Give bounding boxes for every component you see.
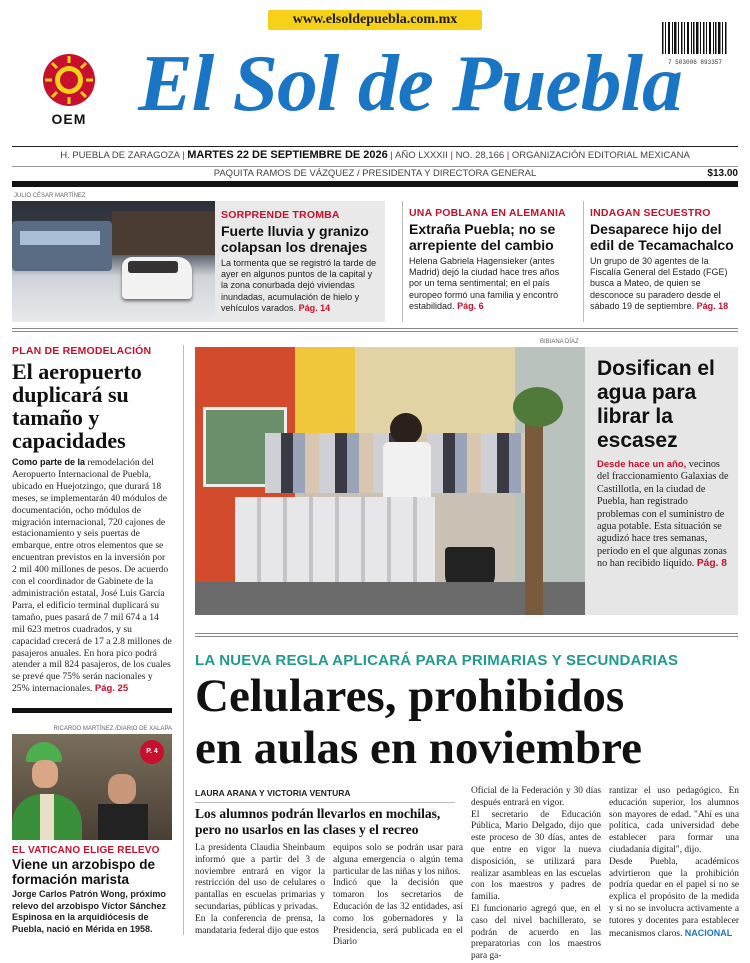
main-headline-line2: en aulas en noviembre bbox=[195, 722, 642, 774]
storm-photo bbox=[12, 201, 215, 322]
germany-headline: Extraña Puebla; no se arrepiente del cambio bbox=[409, 221, 556, 253]
water-page-ref[interactable]: Pág. 8 bbox=[696, 558, 727, 570]
storm-headline: Fuerte lluvia y granizo colapsan los drenajes bbox=[221, 223, 369, 255]
org-text: ORGANIZACIÓN EDITORIAL MEXICANA bbox=[511, 150, 690, 161]
vatican-headline: Viene un arzobispo de formación marista bbox=[12, 857, 156, 887]
city-text: H. PUEBLA DE ZARAGOZA bbox=[60, 150, 180, 161]
sun-logo-icon bbox=[41, 52, 97, 108]
price: $13.00 bbox=[707, 168, 738, 179]
vatican-kicker: EL VATICANO ELIGE RELEVO bbox=[12, 845, 160, 856]
vatican-story[interactable] bbox=[12, 845, 174, 935]
germany-kicker: UNA POBLANA EN ALEMANIA bbox=[409, 207, 566, 219]
number-text: NO. 28,166 bbox=[455, 150, 505, 161]
page-badge[interactable]: P. 4 bbox=[140, 740, 164, 764]
germany-body: Helena Gabriela Hagensieker (antes Madrid) dejó la ciudad hace tres años por un tema sentimental; en el país europeo formó una familia y encontró estabilidad. Pág. 6 bbox=[409, 256, 560, 311]
water-headline: Dosifican el agua para librar la escasez bbox=[597, 357, 715, 452]
main-headline-line1: Celulares, prohibidos bbox=[195, 670, 625, 722]
newspaper-title: El Sol de Puebla bbox=[138, 40, 682, 128]
main-byline: LAURA ARANA Y VICTORIA VENTURA bbox=[195, 788, 455, 803]
germany-page-ref[interactable]: Pág. 6 bbox=[457, 300, 484, 311]
airport-headline: El aeropuerto duplicará su tamaño y capacidades bbox=[12, 359, 142, 453]
airport-body: Como parte de la remodelación del Aeropuerto Internacional de Puebla, ubicado en Huejotzingo, que durará 18 meses, se implementarán 40 módulos de documentación, ocho módulos de migración internacional, 720 cajones de estacionamiento y seis puertas de embarque, entre otros elementos que se encuentran previstos en la inversión por 2 mil 400 millones de pesos. De acuerdo con el coordinador de Gabinete de la administración estatal, José Luis García Parra, el edificio terminal duplicará su tamaño, pues pasará de 7 mil 674 a 14 mil 623 metros cuadrados, y su capacidad crecerá de 17 a 2.8 millones de pasajeros anuales. En hora pico podrá atender a mil 824 pasajeros, de los cuales se prevé que 75% serán nacionales y 25% internacionales. Pág. 25 bbox=[12, 457, 172, 695]
main-kicker: LA NUEVA REGLA APLICARÁ PARA PRIMARIAS Y SECUNDARIAS bbox=[195, 652, 679, 669]
water-story[interactable] bbox=[585, 347, 738, 615]
storm-story[interactable] bbox=[215, 201, 385, 322]
kidnap-body: Un grupo de 30 agentes de la Fiscalía General del Estado (FGE) busca a Mateo, de quien se desconoce su paradero desde el sábado 19 de septiembre. Pág. 18 bbox=[590, 256, 729, 311]
airport-kicker: PLAN DE REMODELACIÓN bbox=[12, 345, 152, 357]
kidnap-kicker: INDAGAN SECUESTRO bbox=[590, 207, 711, 219]
oem-text: OEM bbox=[51, 111, 87, 127]
main-subhead: Los alumnos podrán llevarlos en mochilas, pero no usarlos en las clases y el recreo bbox=[195, 806, 441, 837]
dateline: H. PUEBLA DE ZARAGOZA | MARTES 22 DE SEPTIEMBRE DE 2026 | AÑO LXXXII | NO. 28,166 | ORGANIZACIÓN EDITORIAL MEXICANA bbox=[60, 149, 690, 161]
director-line: PAQUITA RAMOS DE VÁZQUEZ / PRESIDENTA Y DIRECTORA GENERAL bbox=[213, 168, 537, 179]
water-body: Desde hace un año, vecinos del fraccionamiento Galaxias de Castillotla, en la ciudad de Puebla, han registrado problemas con el suministro de agua potable. Esta situación se agudizó hace tres semanas, periodo en el que algunas zonas no han recibido líquido. Pág. 8 bbox=[597, 459, 729, 570]
year-text: AÑO LXXXII bbox=[395, 150, 448, 161]
main-col-2: equipos solo se podrán usar para alguna emergencia o algún tema particular de las niñas y los niños. Indicó que la decisión que tomaron los secretarios de Educación de las 32 entidades, así como los gobernadores y la Presidencia, será publicada en el Diario bbox=[333, 843, 463, 948]
date-text: MARTES 22 DE SEPTIEMBRE DE 2026 bbox=[187, 149, 388, 161]
top-photo-credit: JULIO CÉSAR MARTÍNEZ bbox=[14, 193, 86, 199]
kidnap-story[interactable] bbox=[583, 201, 738, 322]
germany-story[interactable] bbox=[402, 201, 572, 322]
kidnap-page-ref[interactable]: Pág. 18 bbox=[696, 300, 729, 311]
kidnap-headline: Desaparece hijo del edil de Tecamachalco bbox=[590, 221, 734, 253]
barcode-number: 7 503006 893357 bbox=[667, 59, 722, 66]
section-ref[interactable]: NACIONAL bbox=[684, 927, 733, 938]
storm-kicker: SORPRENDE TROMBA bbox=[221, 209, 340, 221]
water-photo bbox=[195, 347, 585, 615]
vatican-credit: RICARDO MARTÍNEZ /DIARIO DE XALAPA bbox=[53, 726, 172, 732]
main-col-3: Oficial de la Federación y 30 días después entrará en vigor. El secretario de Educación Pública, Mario Delgado, dijo que este proceso de 30 días, antes de que entre en vigor la nueva disposición, se utilizará para realizar asambleas en las escuelas con los maestros y padres de familia. El funcionario agregó que, en el caso del nivel bachillerato, se podrán de acuerdo en las preparatorias con los maestros para ga- bbox=[471, 786, 601, 962]
airport-story[interactable] bbox=[12, 345, 172, 705]
storm-page-ref[interactable]: Pág. 14 bbox=[298, 302, 331, 313]
water-credit: BIBIANA DÍAZ bbox=[540, 339, 579, 345]
url-banner[interactable] bbox=[268, 10, 482, 30]
storm-body: La tormenta que se registró la tarde de ayer en algunos puntos de la capital y la zona conurbada dejó viviendas inundadas, acumulación de hielo y vehículos varados. Pág. 14 bbox=[221, 258, 377, 313]
main-col-1: La presidenta Claudia Sheinbaum informó que a partir del 3 de noviembre entrará en vigor la restricción del uso de celulares o pantallas en escuelas primarias y secundarias, públicas y privadas. En la conferencia de prensa, la mandataria federal dijo que estos bbox=[195, 843, 325, 936]
airport-page-ref[interactable]: Pág. 25 bbox=[94, 683, 129, 695]
url-text: www.elsoldepuebla.com.mx bbox=[292, 12, 458, 27]
oem-logo bbox=[40, 52, 98, 126]
vatican-body: Jorge Carlos Patrón Wong, próximo relevo del arzobispo Víctor Sánchez Espinosa en la arquidiócesis de Puebla, nació en Mérida en 1958. bbox=[12, 889, 167, 934]
main-col-4: rantizar el uso pedagógico. En educación superior, los alumnos son mayores de edad. "Ahí es una política, cada universidad debe establecer para formar una ciudadanía digital", dijo. Desde Puebla, académicos advirtieron que la prohibición podría quedar en el papel si no se explica el propósito de la medida y si no se involucra activamente a tutores y docentes para establecer mecanismos claros. NACIONAL bbox=[609, 786, 739, 939]
